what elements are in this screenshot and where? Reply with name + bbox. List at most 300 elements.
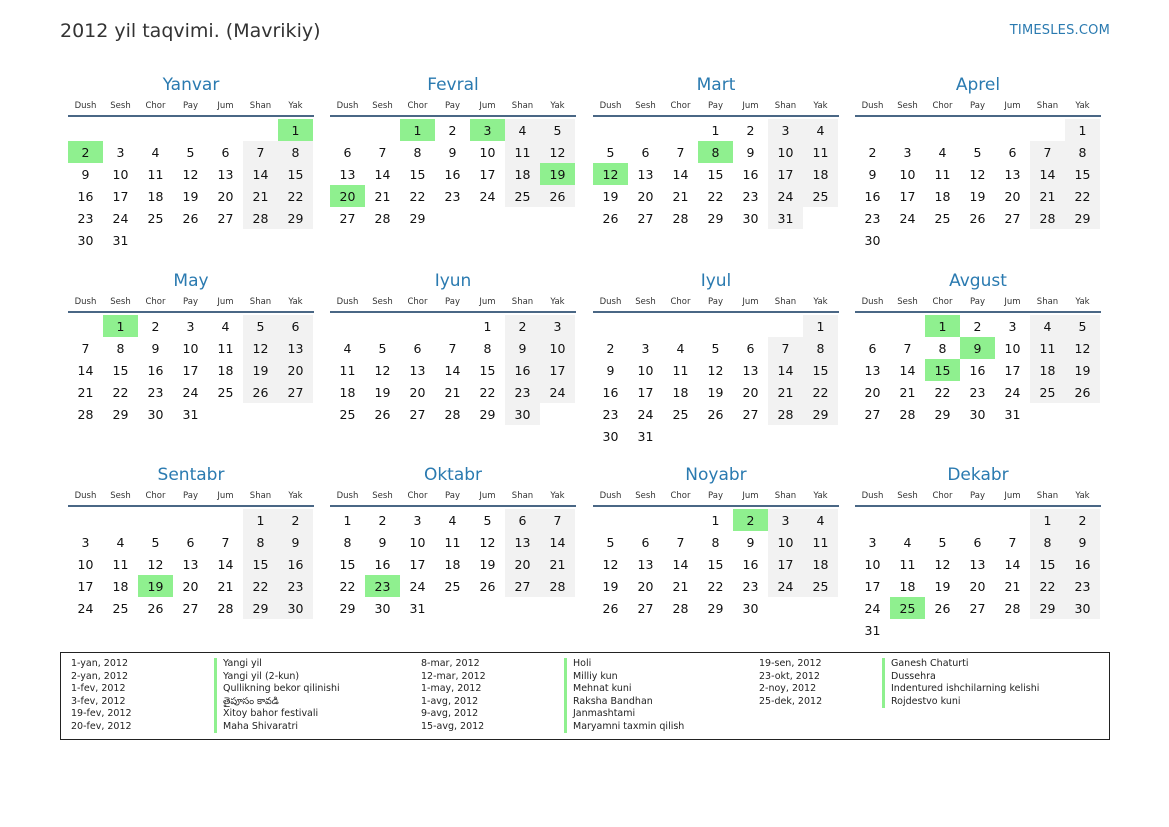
day-cell: 14: [77, 362, 94, 378]
holiday-day-cell: 2: [68, 141, 103, 163]
weekday-label: Dush: [336, 491, 359, 501]
day-cell: 11: [339, 362, 356, 378]
empty-cell: [960, 619, 995, 641]
day-cell: 21: [672, 188, 689, 204]
day-cell: 18: [112, 578, 129, 594]
weekday-label: Dush: [861, 491, 884, 501]
month-name: Oktabr: [423, 465, 483, 485]
weekday-label: Shan: [774, 101, 797, 111]
empty-cell: [925, 509, 960, 531]
day-cell: 29: [479, 406, 496, 422]
day-cell: 19: [934, 578, 951, 594]
day-cell: 17: [864, 578, 881, 594]
empty-cell: [733, 315, 768, 337]
day-cell: 13: [637, 166, 654, 182]
day-cell: 3: [768, 119, 803, 141]
empty-cell: [68, 509, 103, 531]
empty-cell: [733, 425, 768, 447]
weekday-label: Pay: [970, 491, 985, 501]
empty-cell: [103, 119, 138, 141]
day-cell: 15: [243, 553, 278, 575]
day-cell: 16: [742, 556, 759, 572]
weekday-label: Chor: [407, 101, 428, 111]
day-cell: 20: [182, 578, 199, 594]
day-cell: 4: [1030, 315, 1065, 337]
day-cell: 15: [339, 556, 356, 572]
day-cell: 17: [409, 556, 426, 572]
empty-cell: [243, 119, 278, 141]
weekday-label: Sesh: [897, 491, 918, 501]
day-grid: [593, 509, 839, 619]
month-name: Fevral: [427, 75, 479, 95]
day-cell: 30: [77, 232, 94, 248]
day-cell: 21: [77, 384, 94, 400]
legend-date-column: [71, 658, 132, 733]
day-cell: 2: [746, 122, 755, 138]
day-cell: 10: [1004, 340, 1021, 356]
empty-cell: [243, 229, 278, 251]
weekday-label: Yak: [813, 297, 828, 307]
weekday-label: Yak: [1075, 101, 1090, 111]
header-rule: [68, 115, 314, 117]
day-cell: 20: [637, 188, 654, 204]
empty-cell: [768, 425, 803, 447]
day-cell: 27: [182, 600, 199, 616]
empty-cell: [365, 315, 400, 337]
empty-cell: [593, 509, 628, 531]
empty-cell: [890, 119, 925, 141]
day-cell: 2: [606, 340, 615, 356]
empty-cell: [138, 119, 173, 141]
day-cell: 5: [483, 512, 492, 528]
weekday-label: Pay: [970, 297, 985, 307]
empty-cell: [628, 315, 663, 337]
legend-date: 23-okt, 2012: [759, 670, 820, 682]
month-name: Iyul: [700, 271, 732, 291]
empty-cell: [803, 207, 838, 229]
weekday-label: Jum: [1004, 101, 1021, 111]
day-cell: 8: [413, 144, 422, 160]
day-cell: 5: [938, 534, 947, 550]
header-rule: [330, 311, 576, 313]
site-link[interactable]: TIMESLES.COM: [1009, 23, 1110, 38]
day-cell: 26: [969, 210, 986, 226]
empty-cell: [138, 229, 173, 251]
day-cell: 17: [768, 163, 803, 185]
weekday-header: [68, 487, 314, 505]
day-cell: 22: [1065, 185, 1100, 207]
day-cell: 19: [602, 578, 619, 594]
day-grid: [68, 509, 314, 619]
weekday-label: Dush: [599, 101, 622, 111]
month-12: [855, 463, 1101, 641]
day-cell: 16: [505, 359, 540, 381]
day-cell: 13: [182, 556, 199, 572]
legend-date: 1-avg, 2012: [421, 695, 479, 707]
legend-date: 12-mar, 2012: [421, 670, 486, 682]
holiday-day-cell: 23: [365, 575, 400, 597]
day-cell: 18: [339, 384, 356, 400]
day-cell: 2: [868, 144, 877, 160]
day-cell: 12: [479, 534, 496, 550]
day-cell: 28: [768, 403, 803, 425]
day-cell: 3: [116, 144, 125, 160]
day-cell: 9: [378, 534, 387, 550]
empty-cell: [103, 509, 138, 531]
day-cell: 25: [339, 406, 356, 422]
holiday-day-cell: 20: [330, 185, 365, 207]
weekday-label: Pay: [445, 101, 460, 111]
day-cell: 18: [803, 553, 838, 575]
day-cell: 6: [186, 534, 195, 550]
weekday-label: Dush: [861, 101, 884, 111]
empty-cell: [1030, 119, 1065, 141]
day-cell: 22: [1030, 575, 1065, 597]
day-cell: 20: [278, 359, 313, 381]
day-cell: 7: [448, 340, 457, 356]
day-cell: 22: [707, 188, 724, 204]
legend-date: 9-avg, 2012: [421, 708, 479, 719]
weekday-label: Shan: [511, 297, 534, 307]
empty-cell: [593, 315, 628, 337]
month-6: [330, 269, 576, 425]
month-7: [593, 269, 839, 447]
legend-date-column: [421, 658, 486, 733]
weekday-label: Shan: [511, 491, 534, 501]
day-cell: 23: [1065, 575, 1100, 597]
weekday-label: Shan: [1036, 297, 1059, 307]
weekday-header: [330, 487, 576, 505]
weekday-label: Dush: [336, 297, 359, 307]
day-cell: 9: [151, 340, 160, 356]
day-cell: 10: [864, 556, 881, 572]
day-cell: 2: [151, 318, 160, 334]
empty-cell: [1030, 403, 1065, 425]
weekday-label: Yak: [1075, 491, 1090, 501]
day-cell: 25: [803, 185, 838, 207]
day-cell: 14: [540, 531, 575, 553]
day-cell: 13: [864, 362, 881, 378]
day-cell: 18: [147, 188, 164, 204]
day-cell: 6: [1008, 144, 1017, 160]
day-cell: 17: [479, 166, 496, 182]
day-cell: 23: [444, 188, 461, 204]
month-name: Aprel: [955, 75, 1001, 95]
day-cell: 10: [899, 166, 916, 182]
weekday-label: Jum: [742, 297, 759, 307]
day-cell: 4: [803, 509, 838, 531]
day-cell: 26: [707, 406, 724, 422]
weekday-header: [330, 97, 576, 115]
day-cell: 7: [1008, 534, 1017, 550]
day-cell: 25: [803, 575, 838, 597]
header-rule: [68, 505, 314, 507]
day-cell: 31: [182, 406, 199, 422]
day-cell: 18: [444, 556, 461, 572]
header-rule: [593, 311, 839, 313]
day-cell: 29: [707, 600, 724, 616]
day-cell: 14: [672, 556, 689, 572]
legend-holiday-name: Dussehra: [882, 671, 1039, 684]
legend-date: 2-noy, 2012: [759, 683, 817, 694]
day-cell: 7: [903, 340, 912, 356]
day-cell: 1: [1030, 509, 1065, 531]
day-cell: 26: [243, 381, 278, 403]
day-cell: 22: [707, 578, 724, 594]
day-cell: 28: [243, 207, 278, 229]
day-cell: 20: [864, 384, 881, 400]
month-11: [593, 463, 839, 619]
day-cell: 3: [413, 512, 422, 528]
day-cell: 27: [278, 381, 313, 403]
day-cell: 20: [637, 578, 654, 594]
legend-date: 19-sen, 2012: [759, 658, 822, 669]
legend-name-column: [564, 658, 684, 733]
day-cell: 8: [1065, 141, 1100, 163]
day-cell: 24: [182, 384, 199, 400]
empty-cell: [505, 597, 540, 619]
day-cell: 9: [868, 166, 877, 182]
day-cell: 22: [479, 384, 496, 400]
weekday-header: [68, 293, 314, 311]
weekday-label: Sesh: [110, 491, 131, 501]
empty-cell: [1065, 619, 1100, 641]
day-cell: 6: [641, 534, 650, 550]
month-8: [855, 269, 1101, 425]
legend-date: 8-mar, 2012: [421, 658, 480, 669]
month-9: [68, 463, 314, 619]
day-cell: 19: [602, 188, 619, 204]
day-cell: 11: [803, 531, 838, 553]
day-cell: 9: [746, 534, 755, 550]
day-cell: 28: [217, 600, 234, 616]
day-cell: 27: [409, 406, 426, 422]
empty-cell: [1030, 229, 1065, 251]
day-cell: 3: [540, 315, 575, 337]
day-cell: 20: [969, 578, 986, 594]
day-cell: 14: [899, 362, 916, 378]
day-cell: 18: [899, 578, 916, 594]
day-cell: 23: [602, 406, 619, 422]
day-cell: 1: [483, 318, 492, 334]
legend-holiday-name: Raksha Bandhan: [564, 696, 684, 709]
day-cell: 8: [116, 340, 125, 356]
day-cell: 29: [112, 406, 129, 422]
legend-holiday-name: Yangi yil (2-kun): [214, 671, 340, 684]
day-cell: 7: [676, 534, 685, 550]
legend-name-column: [214, 658, 340, 733]
day-cell: 21: [899, 384, 916, 400]
day-cell: 13: [1004, 166, 1021, 182]
day-grid: [68, 119, 314, 251]
day-cell: 5: [973, 144, 982, 160]
day-cell: 2: [448, 122, 457, 138]
empty-cell: [208, 119, 243, 141]
day-cell: 8: [1030, 531, 1065, 553]
day-cell: 25: [217, 384, 234, 400]
day-cell: 9: [81, 166, 90, 182]
day-cell: 13: [505, 531, 540, 553]
day-cell: 14: [672, 166, 689, 182]
weekday-label: Dush: [336, 101, 359, 111]
weekday-label: Pay: [183, 297, 198, 307]
weekday-label: Sesh: [635, 491, 656, 501]
empty-cell: [855, 509, 890, 531]
day-cell: 12: [147, 556, 164, 572]
weekday-header: [855, 293, 1101, 311]
day-cell: 15: [278, 163, 313, 185]
holiday-day-cell: 19: [138, 575, 173, 597]
day-cell: 9: [505, 337, 540, 359]
weekday-label: Pay: [445, 491, 460, 501]
weekday-label: Dush: [74, 297, 97, 307]
legend-holiday-name: Ganesh Chaturti: [882, 658, 1039, 671]
day-cell: 29: [707, 210, 724, 226]
day-cell: 11: [934, 166, 951, 182]
day-cell: 15: [707, 556, 724, 572]
day-cell: 16: [602, 384, 619, 400]
day-cell: 26: [602, 600, 619, 616]
day-cell: 15: [803, 359, 838, 381]
day-cell: 11: [803, 141, 838, 163]
day-cell: 4: [448, 512, 457, 528]
day-cell: 9: [278, 531, 313, 553]
day-cell: 22: [278, 185, 313, 207]
empty-cell: [890, 229, 925, 251]
day-cell: 26: [374, 406, 391, 422]
empty-cell: [173, 229, 208, 251]
day-cell: 1: [803, 315, 838, 337]
day-cell: 11: [147, 166, 164, 182]
day-cell: 29: [278, 207, 313, 229]
day-cell: 3: [768, 509, 803, 531]
day-cell: 2: [1065, 509, 1100, 531]
day-cell: 16: [742, 166, 759, 182]
weekday-label: Pay: [708, 101, 723, 111]
day-cell: 14: [243, 163, 278, 185]
day-cell: 9: [746, 144, 755, 160]
weekday-label: Jum: [742, 101, 759, 111]
day-cell: 21: [243, 185, 278, 207]
empty-cell: [435, 597, 470, 619]
weekday-label: Pay: [445, 297, 460, 307]
day-cell: 10: [540, 337, 575, 359]
day-cell: 23: [77, 210, 94, 226]
day-cell: 5: [1065, 315, 1100, 337]
day-cell: 25: [1030, 381, 1065, 403]
empty-cell: [173, 509, 208, 531]
day-cell: 16: [969, 362, 986, 378]
weekday-label: Yak: [288, 297, 303, 307]
day-grid: [593, 315, 839, 447]
day-cell: 8: [483, 340, 492, 356]
legend-holiday-name: Holi: [564, 658, 684, 671]
header-rule: [855, 505, 1101, 507]
empty-cell: [278, 403, 313, 425]
day-cell: 10: [112, 166, 129, 182]
month-name: Noyabr: [685, 465, 747, 485]
weekday-label: Yak: [813, 491, 828, 501]
empty-cell: [995, 619, 1030, 641]
day-cell: 8: [343, 534, 352, 550]
empty-cell: [768, 315, 803, 337]
weekday-header: [855, 487, 1101, 505]
day-cell: 16: [374, 556, 391, 572]
weekday-label: Chor: [145, 491, 166, 501]
day-cell: 12: [969, 166, 986, 182]
day-cell: 22: [243, 575, 278, 597]
day-cell: 23: [505, 381, 540, 403]
day-cell: 27: [864, 406, 881, 422]
month-3: [593, 73, 839, 229]
day-grid: [855, 509, 1101, 641]
holiday-day-cell: 1: [925, 315, 960, 337]
empty-cell: [208, 509, 243, 531]
day-cell: 9: [606, 362, 615, 378]
day-cell: 13: [637, 556, 654, 572]
legend-holiday-name: Maryamni taxmin qilish: [564, 721, 684, 734]
empty-cell: [663, 119, 698, 141]
weekday-label: Jum: [479, 101, 496, 111]
empty-cell: [960, 119, 995, 141]
day-cell: 14: [1004, 556, 1021, 572]
empty-cell: [663, 425, 698, 447]
empty-cell: [960, 229, 995, 251]
weekday-label: Jum: [479, 297, 496, 307]
day-cell: 19: [707, 384, 724, 400]
day-cell: 2: [378, 512, 387, 528]
day-cell: 3: [186, 318, 195, 334]
day-cell: 15: [1030, 553, 1065, 575]
empty-cell: [505, 207, 540, 229]
day-cell: 21: [1030, 185, 1065, 207]
legend-date: 25-dek, 2012: [759, 695, 823, 707]
legend-date: 3-fev, 2012: [71, 695, 126, 707]
holiday-day-cell: 8: [698, 141, 733, 163]
empty-cell: [628, 119, 663, 141]
empty-cell: [208, 229, 243, 251]
empty-cell: [365, 119, 400, 141]
day-cell: 27: [969, 600, 986, 616]
holiday-day-cell: 25: [890, 597, 925, 619]
day-cell: 28: [444, 406, 461, 422]
day-cell: 9: [1065, 531, 1100, 553]
day-cell: 11: [505, 141, 540, 163]
day-cell: 16: [147, 362, 164, 378]
day-cell: 14: [768, 359, 803, 381]
day-cell: 24: [479, 188, 496, 204]
day-cell: 28: [374, 210, 391, 226]
weekday-label: Chor: [932, 101, 953, 111]
page-title: 2012 yil taqvimi. (Mavrikiy): [60, 20, 321, 42]
day-cell: 17: [899, 188, 916, 204]
day-cell: 16: [864, 188, 881, 204]
day-cell: 5: [378, 340, 387, 356]
day-cell: 15: [479, 362, 496, 378]
day-cell: 10: [768, 531, 803, 553]
day-cell: 26: [182, 210, 199, 226]
empty-cell: [803, 425, 838, 447]
empty-cell: [138, 509, 173, 531]
weekday-header: [593, 97, 839, 115]
month-4: [855, 73, 1101, 251]
weekday-label: Jum: [742, 491, 759, 501]
day-cell: 28: [672, 600, 689, 616]
day-cell: 19: [1065, 359, 1100, 381]
day-cell: 17: [768, 553, 803, 575]
day-cell: 18: [1030, 359, 1065, 381]
day-cell: 29: [1030, 597, 1065, 619]
